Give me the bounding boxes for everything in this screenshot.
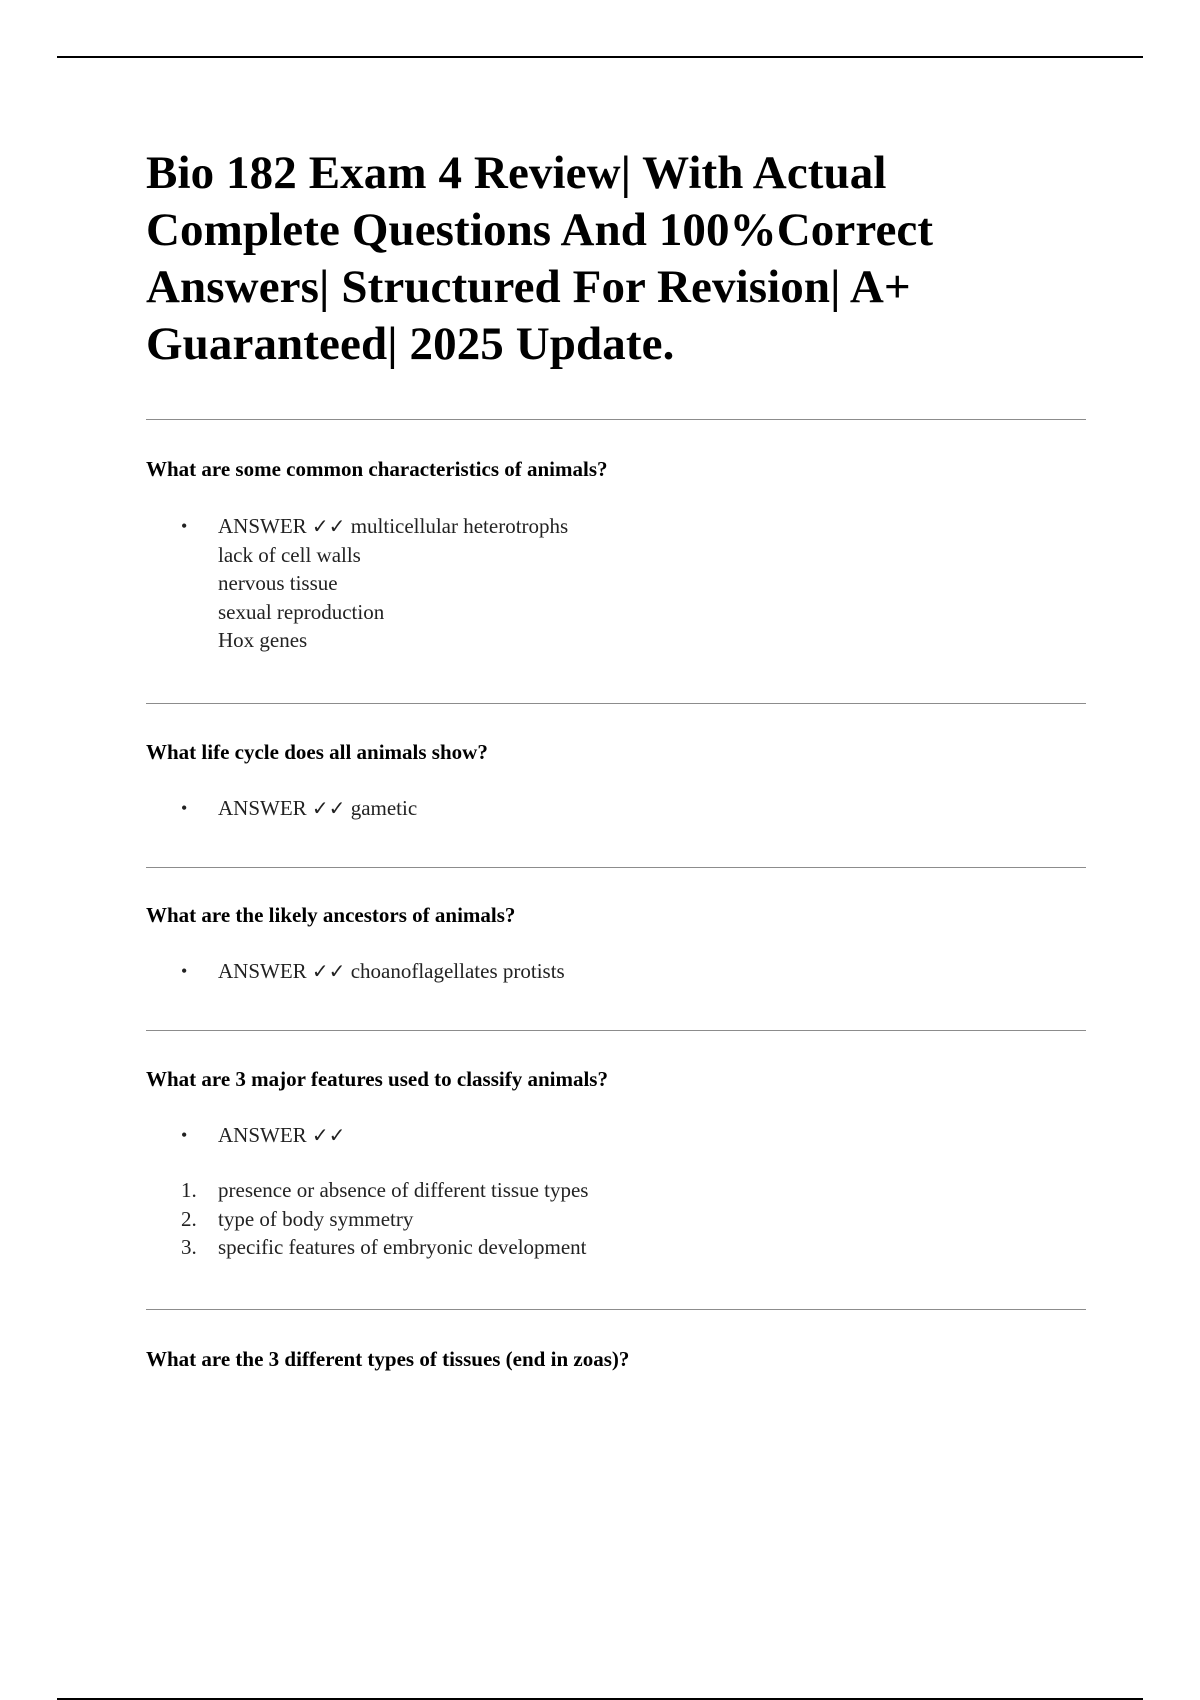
document-body	[146, 145, 1086, 1373]
answer-first-line	[218, 512, 1086, 541]
answer-label: ANSWER	[218, 514, 307, 538]
answer-item	[146, 512, 1086, 655]
answer-label: ANSWER	[218, 1122, 307, 1147]
qa-item	[146, 420, 1086, 655]
list-number: 3.	[181, 1235, 197, 1259]
numbered-item-text: presence or absence of different tissue types	[218, 1178, 589, 1202]
question-text: What are 3 major features used to classify animals?	[146, 1066, 608, 1091]
qa-item	[146, 1310, 1086, 1373]
answer-first-line	[218, 1121, 1086, 1150]
answer-text: lack of cell walls	[218, 542, 361, 567]
question-text: What life cycle does all animals show?	[146, 739, 488, 764]
bullet-icon: •	[181, 961, 188, 981]
answer-first-line	[218, 957, 1086, 986]
answer-list	[146, 957, 1086, 986]
list-number: 1.	[181, 1178, 197, 1202]
bullet-icon: •	[181, 797, 188, 818]
answer-label: ANSWER	[218, 795, 307, 820]
answer-item	[146, 957, 1086, 986]
qa-item	[146, 868, 1086, 986]
answer-text: Hox genes	[218, 628, 308, 652]
document-title: Bio 182 Exam 4 Review| With Actual Complete Questions And 100%Correct Answers| Structured For Revision| A+ Guaranteed| 2025 Update.	[146, 147, 934, 370]
double-check-icon: ✓✓	[311, 1122, 346, 1147]
numbered-item	[146, 1233, 1086, 1262]
double-check-icon: ✓✓	[311, 959, 346, 983]
answer-text: gametic	[350, 795, 418, 820]
question-text: What are the likely ancestors of animals?	[146, 903, 516, 927]
numbered-item-text: specific features of embryonic development	[218, 1235, 587, 1259]
numbered-item-text: type of body symmetry	[218, 1206, 414, 1231]
bullet-icon: •	[181, 516, 188, 536]
question-text: What are the 3 different types of tissues (end in zoas)?	[146, 1346, 630, 1371]
answer-label: ANSWER	[218, 959, 307, 983]
answer-text: choanoflagellates protists	[350, 959, 565, 983]
qa-item	[146, 1031, 1086, 1262]
answer-list	[146, 512, 1086, 655]
numbered-item	[146, 1176, 1086, 1205]
double-check-icon: ✓✓	[311, 795, 346, 820]
answer-text: multicellular heterotrophs	[350, 514, 569, 538]
answer-first-line	[218, 794, 1086, 823]
list-number: 2.	[181, 1206, 197, 1231]
answer-list	[146, 794, 1086, 823]
question-text: What are some common characteristics of animals?	[146, 457, 608, 481]
page-top-rule	[57, 56, 1143, 58]
answer-item	[146, 794, 1086, 823]
answer-list	[146, 1121, 1086, 1150]
answer-numbered-list	[146, 1176, 1086, 1262]
answer-text: nervous tissue	[218, 571, 338, 595]
double-check-icon: ✓✓	[311, 514, 346, 538]
numbered-item	[146, 1205, 1086, 1234]
qa-item	[146, 704, 1086, 823]
bullet-icon: •	[181, 1124, 188, 1145]
answer-text: sexual reproduction	[218, 599, 385, 624]
answer-item	[146, 1121, 1086, 1150]
